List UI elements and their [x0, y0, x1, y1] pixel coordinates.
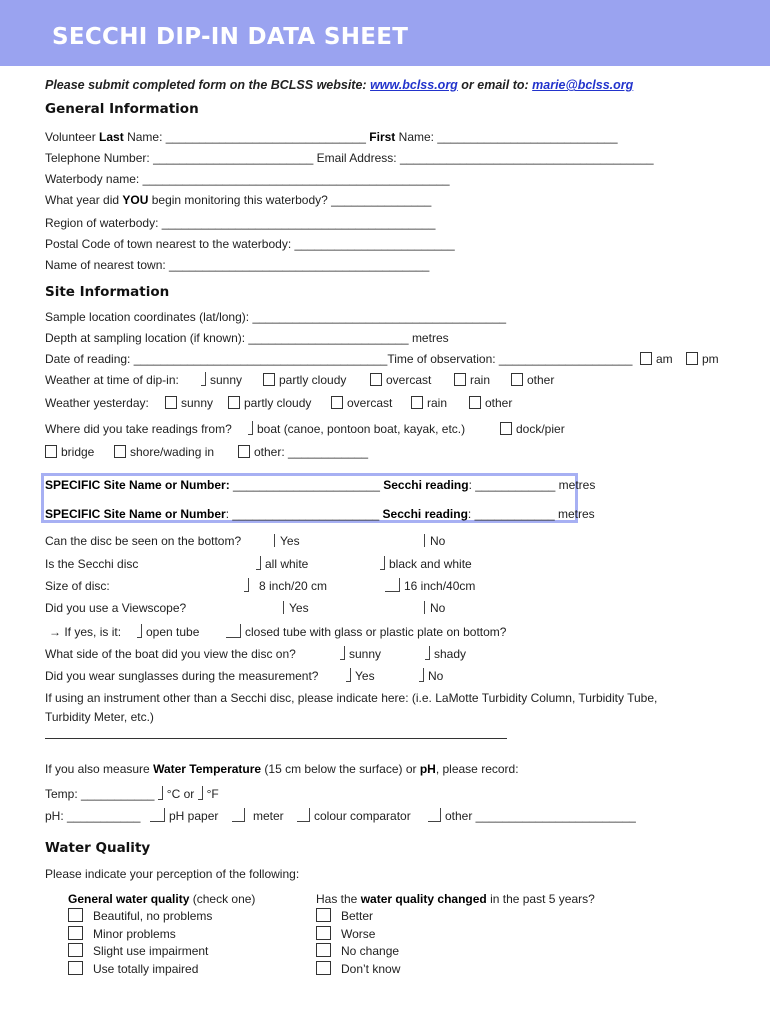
checkbox[interactable]: [68, 943, 83, 957]
weather-now-partly-cloudy[interactable]: [263, 372, 346, 388]
option-label: other ________________________: [445, 809, 636, 823]
volunteer-name-field[interactable]: [45, 129, 618, 145]
where-bridge[interactable]: [45, 444, 94, 460]
site-name-blank: : ______________________: [225, 507, 383, 521]
change-label-a: Has the: [316, 892, 361, 906]
option-label: meter: [253, 809, 284, 823]
checkbox[interactable]: [316, 943, 331, 957]
weather-yest-sunny[interactable]: [165, 395, 213, 411]
checkbox[interactable]: [150, 808, 165, 822]
temp-ph-intro: [45, 761, 519, 777]
where-dock[interactable]: [500, 421, 565, 437]
intro-text-c: , please record:: [435, 762, 519, 776]
checkbox[interactable]: [248, 421, 253, 435]
quality-option[interactable]: [68, 961, 198, 977]
checkbox[interactable]: [454, 373, 466, 386]
year-field[interactable]: [45, 192, 431, 208]
fahrenheit-checkbox[interactable]: [198, 786, 203, 800]
sunglasses-question: Did you wear sunglasses during the measurement?: [45, 669, 319, 683]
option-label: No: [428, 669, 444, 683]
option-label: Yes: [355, 669, 375, 683]
date-time-field[interactable]: Date of reading: ______________________________________Time of observation: ____________________: [45, 352, 633, 366]
year-label-b: begin monitoring this waterbody? _______________: [148, 193, 432, 207]
checkbox[interactable]: [511, 373, 523, 386]
website-link[interactable]: www.bclss.org: [370, 78, 458, 92]
option-label: Use totally impaired: [93, 962, 199, 976]
checkbox[interactable]: [137, 624, 142, 638]
closed-tube-option[interactable]: [226, 624, 506, 640]
option-label: sunny: [210, 373, 243, 387]
general-heading: General Information: [45, 101, 199, 117]
site-name-label: SPECIFIC Site Name or Number:: [45, 478, 230, 492]
pm-checkbox[interactable]: [686, 352, 698, 365]
ph-paper-option[interactable]: [150, 808, 218, 824]
size-question: Size of disc:: [45, 579, 110, 593]
option-label: 16 inch/40cm: [404, 579, 476, 593]
region-field[interactable]: Region of waterbody: _________________________________________: [45, 216, 436, 230]
checkbox[interactable]: [232, 808, 245, 822]
checkbox[interactable]: [425, 646, 430, 660]
weather-yest-other[interactable]: [469, 395, 512, 411]
quality-option[interactable]: [68, 943, 208, 959]
where-shore[interactable]: [114, 444, 214, 460]
change-option[interactable]: [316, 961, 400, 977]
option-label: Don’t know: [341, 962, 401, 976]
checkbox[interactable]: [283, 601, 284, 614]
option-label: No: [430, 534, 446, 548]
checkbox[interactable]: [114, 445, 126, 458]
checkbox[interactable]: [424, 601, 425, 614]
option-label: sunny: [181, 396, 214, 410]
option-label: open tube: [146, 625, 200, 639]
town-field[interactable]: Name of nearest town: _______________________________________: [45, 258, 430, 272]
year-label-a: What year did: [45, 193, 123, 207]
ph-other-option[interactable]: [428, 808, 636, 824]
checkbox[interactable]: [263, 373, 275, 386]
checkbox[interactable]: [380, 556, 385, 570]
quality-option[interactable]: [68, 908, 212, 924]
where-other[interactable]: [238, 444, 368, 460]
specific-site-row-1[interactable]: [45, 477, 595, 493]
checkbox[interactable]: [238, 445, 250, 458]
checkbox[interactable]: [346, 668, 351, 682]
bottom-yes[interactable]: [274, 533, 300, 549]
am-label: am: [656, 352, 673, 366]
option-label: Worse: [341, 927, 376, 941]
checkbox[interactable]: [228, 396, 240, 409]
instrument-note-line-2: Turbidity Meter, etc.): [45, 710, 154, 724]
secchi-reading-blank: : ____________ metres: [467, 507, 595, 521]
header-banner: [0, 0, 770, 66]
disc-question: Is the Secchi disc: [45, 557, 139, 571]
secchi-reading-blank: : ____________ metres: [468, 478, 596, 492]
check-one-note: (check one): [189, 892, 256, 906]
first-label: First: [369, 130, 396, 144]
option-label: partly cloudy: [279, 373, 347, 387]
option-label: 8 inch/20 cm: [259, 579, 328, 593]
checkbox[interactable]: [370, 373, 382, 386]
if-yes-text: If yes, is it:: [64, 625, 122, 639]
first-name-blank: Name: ___________________________: [395, 130, 618, 144]
am-option[interactable]: [640, 351, 673, 367]
option-label: partly cloudy: [244, 396, 312, 410]
submit-prefix: Please submit completed form on the BCLSS website:: [45, 78, 371, 92]
option-label: other: [485, 396, 513, 410]
option-label: Beautiful, no problems: [93, 909, 213, 923]
instrument-answer-line[interactable]: [45, 738, 507, 739]
change-option[interactable]: [316, 908, 373, 924]
checkbox[interactable]: [68, 908, 83, 922]
side-shady[interactable]: [425, 646, 466, 662]
change-label-c: in the past 5 years?: [486, 892, 595, 906]
if-yes-label: [49, 624, 121, 640]
pm-label: pm: [702, 352, 719, 366]
viewscope-question: Did you use a Viewscope?: [45, 601, 187, 615]
checkbox[interactable]: [274, 534, 275, 547]
general-quality-label: General water quality: [68, 892, 190, 906]
option-label: Minor problems: [93, 927, 176, 941]
option-label: shady: [434, 647, 467, 661]
checkbox[interactable]: [331, 396, 343, 409]
celsius-label: °C or: [166, 787, 195, 801]
option-label: Slight use impairment: [93, 944, 209, 958]
option-label: black and white: [389, 557, 472, 571]
option-label: overcast: [386, 373, 432, 387]
checkbox[interactable]: [297, 808, 310, 822]
option-label: Yes: [280, 534, 300, 548]
option-label: rain: [470, 373, 491, 387]
site-name-blank: ______________________: [229, 478, 384, 492]
volunteer-label: Volunteer: [45, 130, 100, 144]
checkbox[interactable]: [340, 646, 345, 660]
weather-yest-label: Weather yesterday:: [45, 396, 149, 410]
pm-option[interactable]: [686, 351, 719, 367]
option-label: sunny: [349, 647, 382, 661]
weather-yest-overcast[interactable]: [331, 395, 392, 411]
coords-field[interactable]: Sample location coordinates (lat/long): ______________________________________: [45, 310, 507, 324]
option-label: pH paper: [169, 809, 219, 823]
specific-site-row-2[interactable]: [45, 506, 595, 522]
quality-heading: Water Quality: [45, 840, 151, 856]
checkbox[interactable]: [68, 926, 83, 940]
option-label: other: ____________: [254, 445, 369, 459]
checkbox[interactable]: [411, 396, 423, 409]
checkbox[interactable]: [316, 926, 331, 940]
email-link[interactable]: marie@bclss.org: [532, 78, 634, 92]
you-label: YOU: [122, 193, 149, 207]
ph-meter-option[interactable]: [232, 808, 284, 824]
viewscope-no[interactable]: [424, 600, 445, 616]
weather-now-sunny[interactable]: [201, 372, 242, 388]
general-quality-heading: [68, 891, 255, 907]
option-label: all white: [265, 557, 309, 571]
size-16-inch[interactable]: [385, 578, 475, 594]
instrument-note-line-1: If using an instrument other than a Secchi disc, please indicate here: (i.e. LaMotte Turbidity Column, Turbidity Tube,: [45, 691, 658, 705]
temp-field[interactable]: [45, 786, 219, 802]
ph-label: pH: [419, 762, 436, 776]
checkbox[interactable]: [419, 668, 424, 682]
intro-text-a: If you also measure: [45, 762, 154, 776]
last-name-blank: Name: ______________________________: [123, 130, 370, 144]
quality-option[interactable]: [68, 926, 176, 942]
checkbox[interactable]: [316, 908, 331, 922]
secchi-reading-label: Secchi reading: [383, 478, 469, 492]
bottom-no[interactable]: [424, 533, 445, 549]
water-temp-label: Water Temperature: [153, 762, 262, 776]
side-question: What side of the boat did you view the disc on?: [45, 647, 296, 661]
depth-field[interactable]: Depth at sampling location (if known): ________________________ metres: [45, 331, 449, 345]
option-label: bridge: [61, 445, 95, 459]
celsius-checkbox[interactable]: [158, 786, 163, 800]
option-label: Yes: [289, 601, 309, 615]
checkbox[interactable]: [201, 372, 206, 386]
option-label: overcast: [347, 396, 393, 410]
checkbox[interactable]: [244, 578, 249, 592]
checkbox[interactable]: [428, 808, 441, 822]
checkbox[interactable]: [500, 422, 512, 435]
submit-instructions: [45, 77, 633, 93]
weather-yest-partly-cloudy[interactable]: [228, 395, 311, 411]
disc-all-white[interactable]: [256, 556, 308, 572]
checkbox[interactable]: [385, 578, 400, 592]
viewscope-yes[interactable]: [283, 600, 309, 616]
am-checkbox[interactable]: [640, 352, 652, 365]
checkbox[interactable]: [45, 445, 57, 458]
weather-now-rain[interactable]: [454, 372, 490, 388]
phone-email-field[interactable]: Telephone Number: ________________________ Email Address: ______________________________________: [45, 151, 654, 165]
change-label-b: water quality changed: [360, 892, 487, 906]
quality-intro: Please indicate your perception of the following:: [45, 867, 300, 881]
sunglasses-yes[interactable]: [346, 668, 375, 684]
disc-black-white[interactable]: [380, 556, 472, 572]
intro-text-b: (15 cm below the surface) or: [261, 762, 420, 776]
fahrenheit-label: °F: [206, 787, 219, 801]
where-boat[interactable]: [248, 421, 465, 437]
option-label: other: [527, 373, 555, 387]
option-label: closed tube with glass or plastic plate on bottom?: [245, 625, 507, 639]
change-option[interactable]: [316, 943, 399, 959]
checkbox[interactable]: [469, 396, 481, 409]
change-option[interactable]: [316, 926, 375, 942]
weather-yest-rain[interactable]: [411, 395, 447, 411]
weather-now-other[interactable]: [511, 372, 554, 388]
option-label: No: [430, 601, 446, 615]
side-sunny[interactable]: [340, 646, 381, 662]
page-title: SECCHI DIP-IN DATA SHEET: [52, 24, 409, 50]
quality-change-heading: [316, 891, 595, 907]
option-label: No change: [341, 944, 400, 958]
weather-now-overcast[interactable]: [370, 372, 431, 388]
option-label: colour comparator: [314, 809, 411, 823]
submit-middle: or email to:: [457, 78, 533, 92]
open-tube-option[interactable]: [137, 624, 199, 640]
arrow-right-icon: →: [49, 625, 61, 639]
option-label: rain: [427, 396, 448, 410]
bottom-question: Can the disc be seen on the bottom?: [45, 534, 242, 548]
site-name-label: SPECIFIC Site Name or Number: [45, 507, 226, 521]
last-label: Last: [99, 130, 124, 144]
option-label: boat (canoe, pontoon boat, kayak, etc.): [257, 422, 466, 436]
weather-now-label: Weather at time of dip-in:: [45, 373, 179, 387]
where-label: Where did you take readings from?: [45, 422, 232, 436]
checkbox[interactable]: [68, 961, 83, 975]
sunglasses-no[interactable]: [419, 668, 443, 684]
site-heading: Site Information: [45, 284, 170, 300]
option-label: dock/pier: [516, 422, 565, 436]
ph-field[interactable]: pH: ___________: [45, 809, 141, 823]
checkbox[interactable]: [165, 396, 177, 409]
temp-label: Temp: ___________: [45, 787, 155, 801]
checkbox[interactable]: [316, 961, 331, 975]
secchi-reading-label: Secchi reading: [382, 507, 468, 521]
size-8-inch[interactable]: [244, 578, 327, 594]
option-label: Better: [341, 909, 374, 923]
ph-comparator-option[interactable]: [297, 808, 411, 824]
option-label: shore/wading in: [130, 445, 215, 459]
postal-field[interactable]: Postal Code of town nearest to the waterbody: ________________________: [45, 237, 455, 251]
checkbox[interactable]: [226, 624, 241, 638]
checkbox[interactable]: [256, 556, 261, 570]
checkbox[interactable]: [424, 534, 425, 547]
waterbody-field[interactable]: Waterbody name: ______________________________________________: [45, 172, 450, 186]
